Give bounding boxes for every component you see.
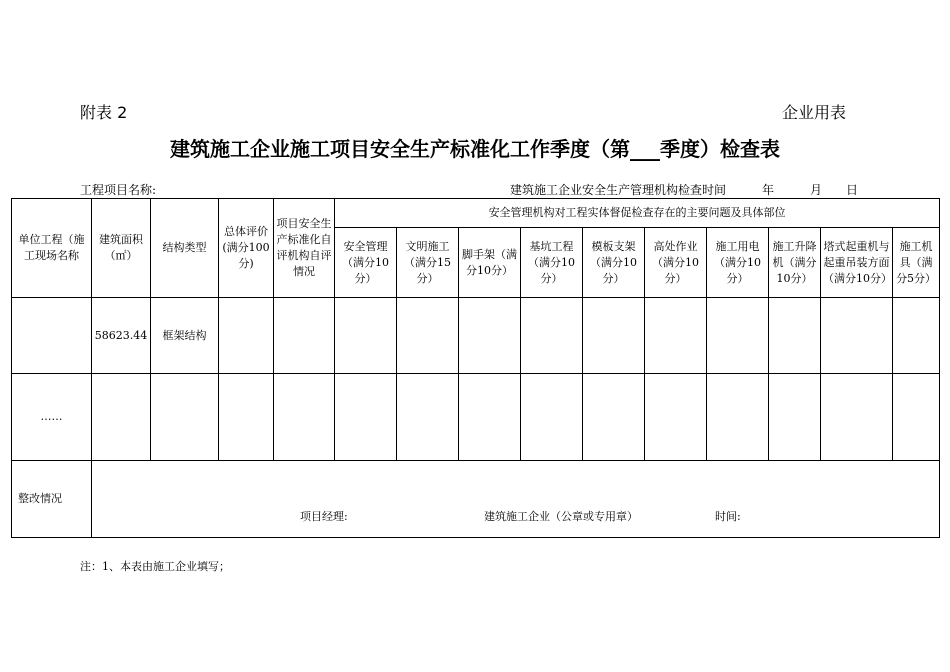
cell-empty [707,298,769,374]
cell-empty [821,374,893,461]
cell-empty [459,298,521,374]
cell-empty [219,374,274,461]
cell-empty [893,374,940,461]
subheader-foundation-pit: 基坑工程（满分10分） [521,228,583,298]
cell-empty [397,374,459,461]
subheader-formwork: 模板支架（满分10分） [583,228,645,298]
table-header-row [12,199,940,228]
rectification-cell [92,461,940,538]
project-name-label: 工程项目名称: [80,183,157,197]
cell-empty [645,298,707,374]
table-row [12,374,940,461]
cell-empty [521,298,583,374]
cell-structure: 框架结构 [151,298,219,374]
header-self-eval: 项目安全生产标准化自评机构自评情况 [274,199,335,298]
cell-empty [397,298,459,374]
cell-empty [219,298,274,374]
cell-empty [335,374,397,461]
subheader-electricity: 施工用电（满分10分） [707,228,769,298]
subheader-scaffolding: 脚手架（满分10分） [459,228,521,298]
cell-empty [274,374,335,461]
header-score: 总体评价(满分100分) [219,199,274,298]
cell-empty [769,374,821,461]
cell-unit [12,298,92,374]
subheader-civilized-construction: 文明施工（满分15分） [397,228,459,298]
cell-empty [769,298,821,374]
inspection-table [11,198,940,538]
cell-empty [707,374,769,461]
cell-empty [583,298,645,374]
cell-empty [583,374,645,461]
cell-structure [151,374,219,461]
company-seal-label: 建筑施工企业（公章或专用章） [484,510,638,523]
cell-empty [521,374,583,461]
cell-unit: …… [12,374,92,461]
subheader-tower-crane: 塔式起重机与起重吊装方面（满分10分） [821,228,893,298]
enterprise-form-label: 企业用表 [782,103,847,122]
cell-empty [274,298,335,374]
header-structure: 结构类型 [151,199,219,298]
subheader-machinery: 施工机具（满分5分） [893,228,940,298]
cell-empty [645,374,707,461]
rectification-label: 整改情况 [12,461,92,538]
rectification-row [12,461,940,538]
page-title: 建筑施工企业施工项目安全生产标准化工作季度（第___季度）检查表 [170,137,780,161]
subheader-work-at-height: 高处作业（满分10分） [645,228,707,298]
subheader-elevator: 施工升降机（满分10分） [769,228,821,298]
header-area: 建筑面积（㎡） [92,199,151,298]
project-manager-label: 项目经理: [300,510,348,523]
cell-area: 58623.44 [92,298,151,374]
header-inspection-group: 安全管理机构对工程实体督促检查存在的主要问题及具体部位 [335,199,940,228]
cell-area [92,374,151,461]
cell-empty [459,374,521,461]
cell-empty [821,298,893,374]
cell-empty [335,298,397,374]
footnote: 注：1、本表由施工企业填写； [80,560,230,573]
header-unit: 单位工程（施工现场名称 [12,199,92,298]
subheader-safety-management: 安全管理（满分10分） [335,228,397,298]
cell-empty [893,298,940,374]
time-label: 时间: [715,510,741,523]
check-time-label: 建筑施工企业安全生产管理机构检查时间 年 月 日 [510,183,859,197]
table-row [12,298,940,374]
appendix-label: 附表 2 [80,103,128,122]
